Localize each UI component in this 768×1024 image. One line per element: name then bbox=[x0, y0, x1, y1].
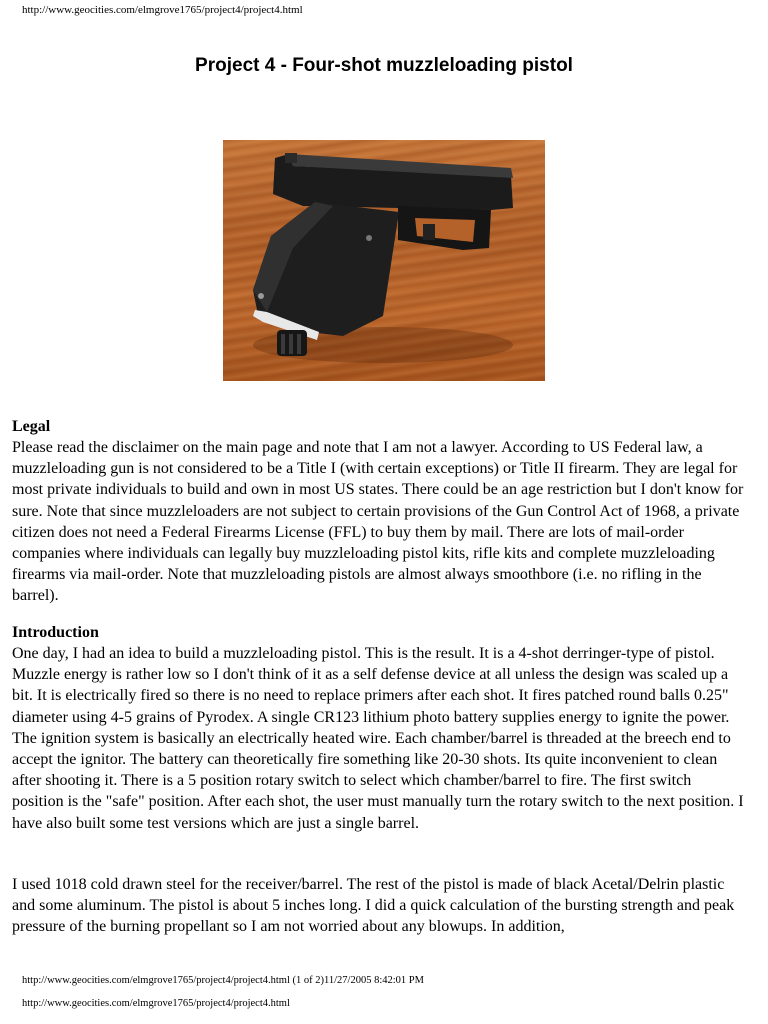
footer-page-info: http://www.geocities.com/elmgrove1765/project4/project4.html (1 of 2)11/27/2005 8:42:01 PM bbox=[22, 975, 424, 986]
footer-next-url: http://www.geocities.com/elmgrove1765/project4/project4.html bbox=[22, 998, 290, 1009]
materials-section bbox=[12, 874, 746, 938]
materials-text: I used 1018 cold drawn steel for the receiver/barrel. The rest of the pistol is made of black Acetal/Delrin plastic and some aluminum. The pistol is about 5 inches long. I did a quick calculation of the bursting strength and peak pressure of the burning propellant so I am not worried about any blowups. In addition, bbox=[12, 876, 735, 936]
pistol-photo bbox=[223, 140, 545, 381]
introduction-text: One day, I had an idea to build a muzzleloading pistol. This is the result. It is a 4-shot derringer-type of pistol. Muzzle energy is rather low so I don't think of it as a self defense device at all unless the design was scaled up a bit. It is electrically fired so there is no need to replace primers after each shot. It fires patched round balls 0.25" diameter using 4-5 grains of Pyrodex. A single CR123 lithium photo battery supplies energy to ignite the power. The ignition system is basically an electrically heated wire. Each chamber/barrel is threaded at the breech end to accept the ignitor. The battery can theoretically fire something like 20-30 shots. Its quite inconvenient to clean after shooting it. There is a 5 position rotary switch to select which chamber/barrel to fire. The first switch position is the "safe" position. After each shot, the user must manually turn the rotary switch to the next position. I have also built some test versions which are just a single barrel. bbox=[12, 645, 744, 832]
pistol-illustration bbox=[223, 140, 545, 381]
legal-text: Please read the disclaimer on the main page and note that I am not a lawyer. According to US Federal law, a muzzleloading gun is not considered to be a Title I (with certain exceptions) or Title II firearm. They are legal for most private individuals to build and own in most US states. There could be an age restriction but I don't know for sure. Note that since muzzleloaders are not subject to certain provisions of the Gun Control Act of 1968, a private citizen does not need a Federal Firearms License (FFL) to buy them by mail. There are lots of mail-order companies where individuals can legally buy muzzleloading pistol kits, rifle kits and complete muzzleloading firearms via mail-order. Note that muzzleloading pistols are almost always smoothbore (i.e. no rifling in the barrel). bbox=[12, 439, 744, 605]
header-url: http://www.geocities.com/elmgrove1765/project4/project4.html bbox=[22, 4, 303, 16]
page-title: Project 4 - Four-shot muzzleloading pistol bbox=[195, 55, 573, 76]
introduction-section bbox=[12, 622, 746, 834]
legal-section bbox=[12, 416, 746, 607]
legal-heading: Legal bbox=[12, 418, 51, 435]
introduction-heading: Introduction bbox=[12, 624, 99, 641]
